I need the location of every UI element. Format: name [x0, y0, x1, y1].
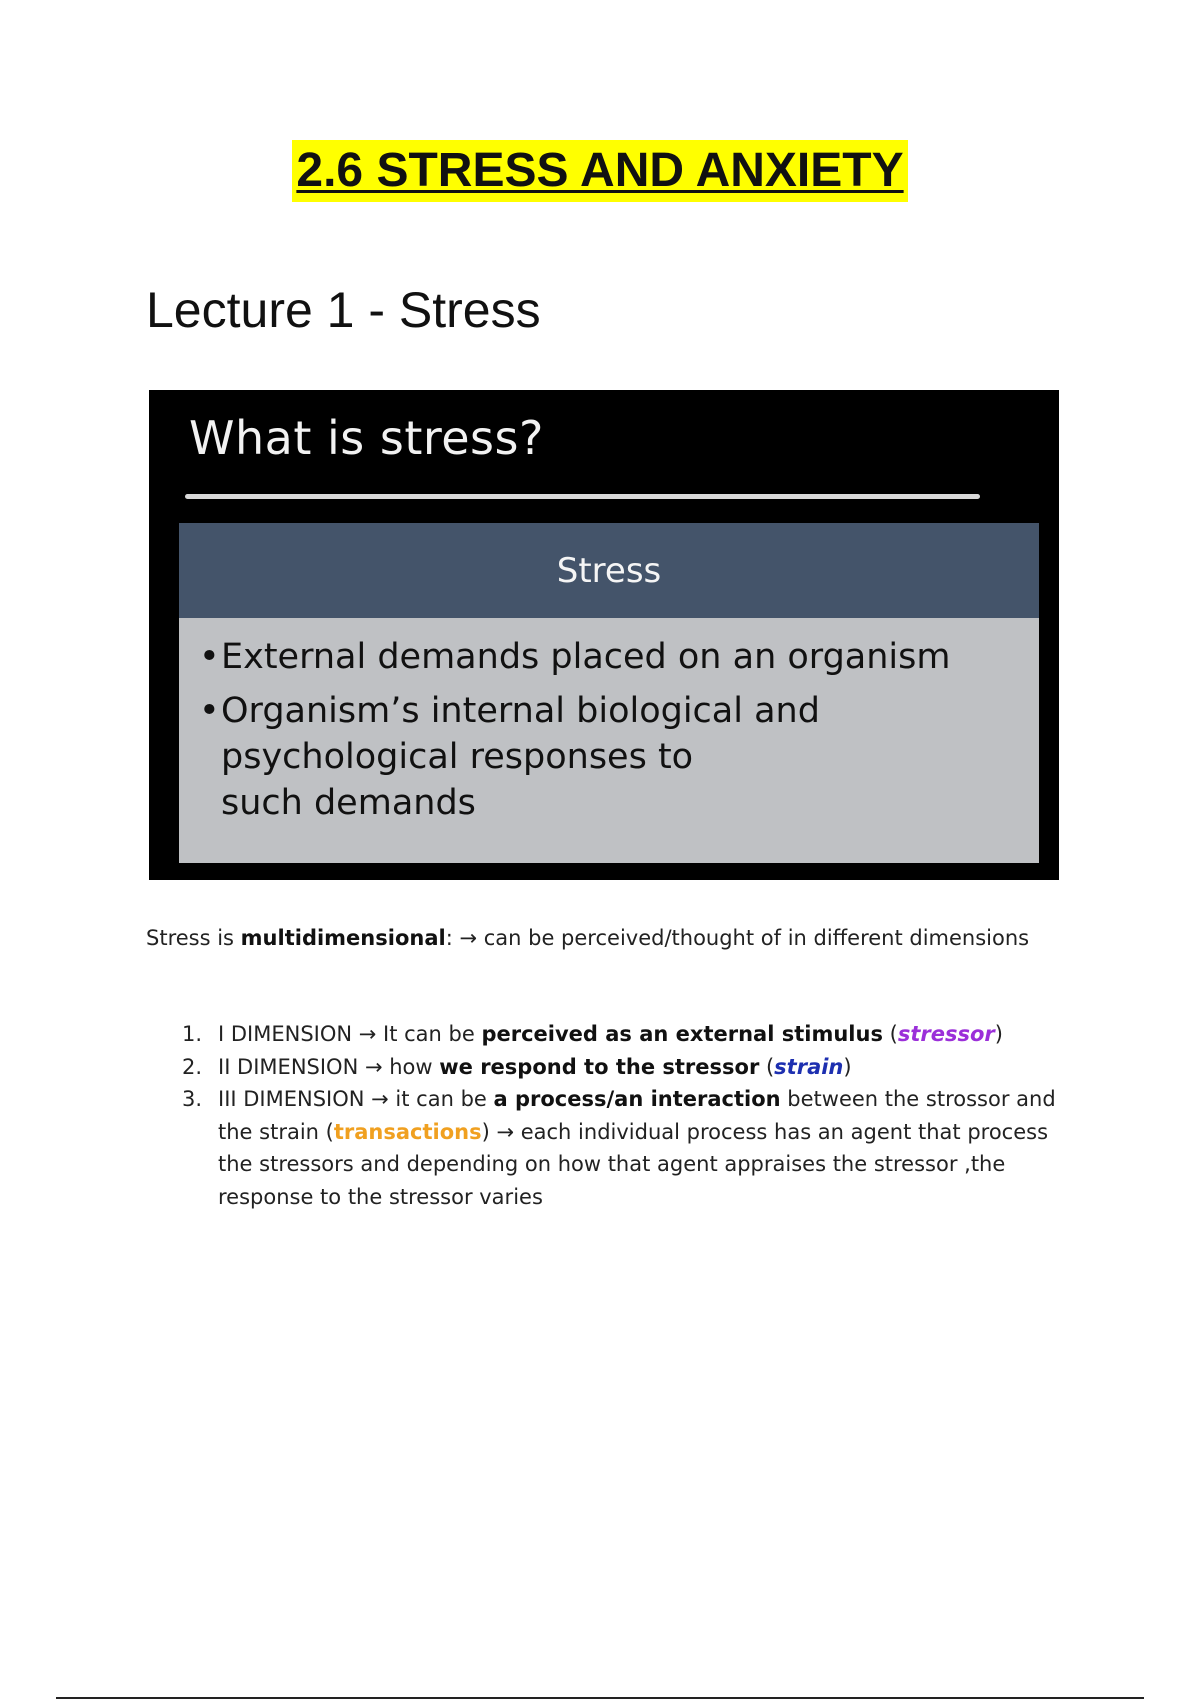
intro-bold-term: multidimensional: [240, 926, 446, 950]
document-title-text: 2.6 STRESS AND ANXIETY: [292, 140, 907, 202]
slide-bullet-list: [179, 618, 1039, 826]
dimension-rest: → each individual process has an agent that process the stressors and depending on how that agent appraises the stressor ,the response to the stressor varies: [218, 1119, 1049, 1209]
bullet-icon: •: [199, 637, 220, 677]
slide-box-body: [179, 618, 1039, 863]
dimension-open: (: [882, 1022, 898, 1046]
intro-paragraph: [146, 922, 1066, 954]
dimension-close: ): [481, 1119, 490, 1144]
dimension-term-stressor: stressor: [897, 1022, 995, 1046]
slide-image: [149, 390, 1059, 880]
slide-bullet-text: Organism’s internal biological and psychological responses to such demands: [221, 691, 820, 823]
slide-bullet: [199, 634, 1039, 680]
list-number: 2.: [182, 1054, 203, 1079]
slide-title: What is stress?: [189, 411, 544, 465]
dimension-mid: between the strossor and the strain (: [218, 1087, 1056, 1144]
dimension-open: (: [759, 1054, 775, 1079]
slide-box-header: Stress: [179, 523, 1039, 618]
dimension-close: ): [994, 1022, 1003, 1046]
dimensions-list: [146, 1018, 1066, 1213]
list-number: 3.: [182, 1087, 203, 1111]
dimension-term-strain: strain: [774, 1054, 844, 1079]
bullet-icon: •: [199, 691, 220, 731]
dimension-prefix: II DIMENSION → how: [218, 1054, 440, 1079]
dimension-bold: we respond to the stressor: [439, 1054, 760, 1079]
slide-bullet: [199, 688, 1039, 826]
dimension-prefix: III DIMENSION → it can be: [218, 1087, 494, 1111]
page-bottom-rule: [56, 1697, 1144, 1699]
intro-rest: : → can be perceived/thought of in different dimensions: [445, 926, 1030, 950]
list-item: [146, 1083, 1066, 1213]
dimension-bold: a process/an interaction: [493, 1087, 781, 1111]
slide-bullet-text: External demands placed on an organism: [221, 637, 951, 677]
intro-lead: Stress is: [146, 926, 241, 950]
dimension-prefix: I DIMENSION → It can be: [218, 1022, 482, 1046]
list-item: [146, 1051, 1066, 1084]
dimension-close: ): [843, 1054, 852, 1079]
document-title: [0, 140, 1200, 202]
dimension-term-transactions: transactions: [333, 1119, 482, 1144]
slide-divider: [185, 494, 980, 499]
dimension-bold: perceived as an external stimulus: [481, 1022, 883, 1046]
lecture-heading: Lecture 1 - Stress: [146, 282, 541, 338]
list-number: 1.: [182, 1022, 203, 1046]
list-item: [146, 1018, 1066, 1051]
